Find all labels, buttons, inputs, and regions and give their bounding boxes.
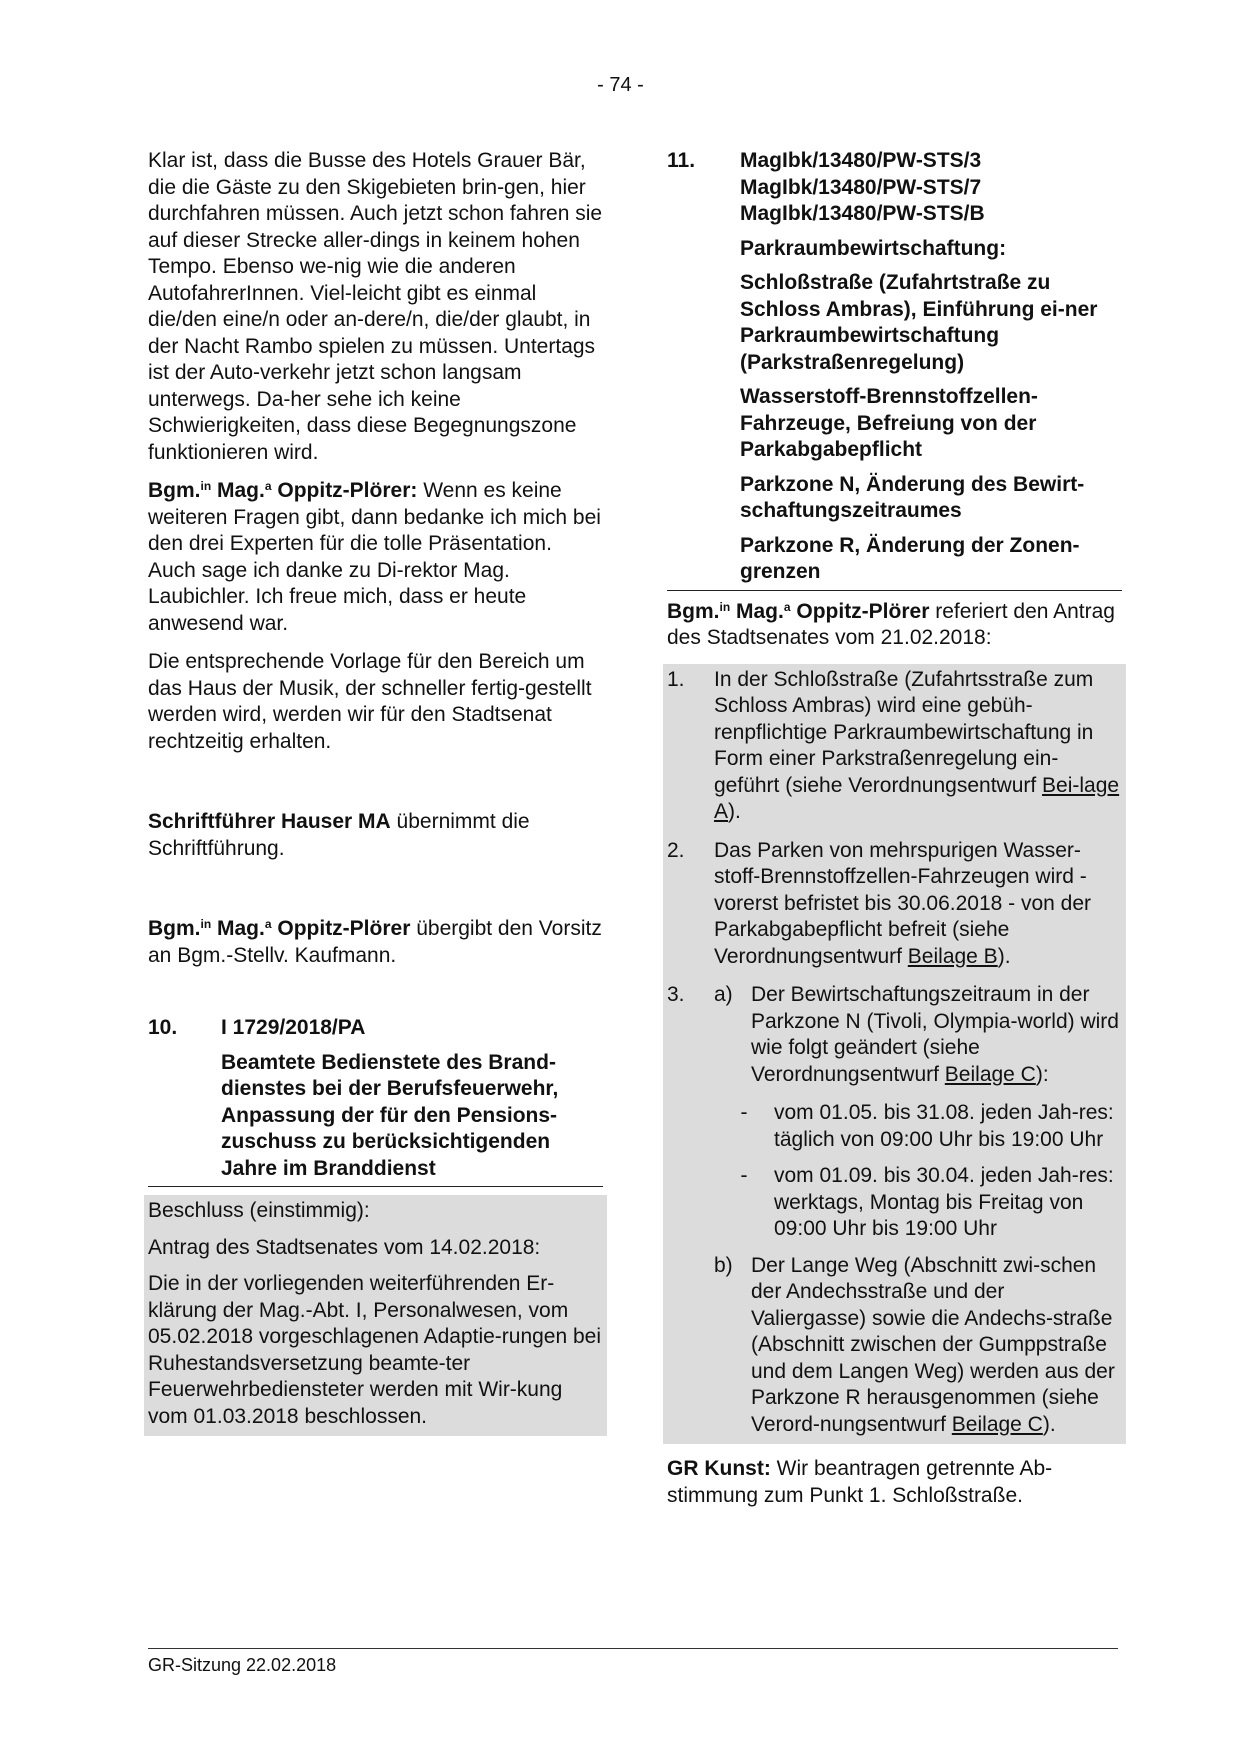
paragraph-referat: Bgm.$^{in}$ Mag.$^a$ Oppitz-Plörer referiert den Antrag des Stadtsenates vom 21.02.2018: [667, 599, 1115, 649]
agenda-subtitle: Parkzone N, Änderung des Bewirt-schaftungszeitraumes [740, 472, 1085, 522]
beilage-b-link: Beilage B [907, 944, 998, 968]
beilage-c-link: Beilage C [951, 1412, 1043, 1436]
agenda-subtitle: Schloßstraße (Zufahrtstraße zu Schloss Ambras), Einführung ei-ner Parkraumbewirtschaftung (Parkstraßenregelung) [740, 271, 1098, 374]
agenda-number: 11. [667, 149, 696, 172]
motion-date: Antrag des Stadtsenates vom 14.02.2018: [148, 1235, 541, 1259]
agenda-subtitle: Wasserstoff-Brennstoffzellen-Fahrzeuge, Befreiung von der Parkabgabepflicht [740, 385, 1038, 461]
dash-item: - vom 01.09. bis 30.04. jeden Jah-res: werktags, Montag bis Freitag von 09:00 Uhr bis 19:00 Uhr [740, 1164, 1114, 1240]
agenda-item-10 [148, 1015, 603, 1187]
sub-item-a: a) Der Bewirtschaftungszeitraum in der Parkzone N (Tivoli, Olympia-world) wird wie folgt geändert (siehe Verordnungsentwurf Beilage C): [714, 983, 1119, 1086]
list-item: 2. Das Parken von mehrspurigen Wasser-stoff-Brennstoffzellen-Fahrzeugen wird - vorerst befristet bis 30.06.2018 - von der Parkabgabepflicht befreit (siehe Verordnungsentwurf Beilage B). [667, 838, 1092, 968]
left-column [148, 148, 603, 1436]
agenda-number: 10. [148, 1016, 178, 1039]
right-column [667, 148, 1122, 1521]
paragraph-bus: Klar ist, dass die Busse des Hotels Grauer Bär, die die Gäste zu den Skigebieten brin-gen, hier durchfahren müssen. Auch jetzt schon fahren sie auf dieser Strecke aller-dings in keinem hohen Tempo. Ebenso we-nig wie die anderen AutofahrerInnen. Viel-leicht gibt es einmal die/den eine/n oder an-dere/n, die/der glaubt, in der Nacht Rambo spielen zu müssen. Untertags ist der Auto-verkehr jetzt schon langsam unterwegs. Da-her sehe ich keine Schwierigkeiten, dass diese Begegnungszone funktionieren wird. [148, 149, 603, 464]
decision-label: Beschluss (einstimmig): [148, 1199, 370, 1222]
page-number: - 74 - [597, 74, 644, 96]
footer-text: GR-Sitzung 22.02.2018 [148, 1655, 337, 1675]
agenda-code: MagIbk/13480/PW-STS/7 [740, 175, 982, 199]
paragraph-gr-kunst: GR Kunst: Wir beantragen getrennte Ab-stimmung zum Punkt 1. Schloßstraße. [667, 1457, 1053, 1507]
motion-box [663, 664, 1126, 1445]
agenda-item-11 [667, 148, 1122, 591]
decision-box [144, 1195, 607, 1436]
agenda-subtitle: Parkraumbewirtschaftung: [740, 236, 1007, 260]
agenda-code: MagIbk/13480/PW-STS/B [740, 202, 985, 225]
list-item: 3. a) Der Bewirtschaftungszeitraum in der Parkzone N (Tivoli, Olympia-world) wird wie folgt geändert (siehe Verordnungsentwurf Beilage C): - vom 01.05. bis 31.08. jeden Jah-res: täglich von 09:00 Uhr bis 19:00 Uhr - vom 01.09. bis 30.04. jeden Jah-res: werktags, Montag bis Freitag von 09:00 Uhr bis 19:00 Uhr b) Der Lange Weg (Abschnitt zwi-schen der Andechsstraße und der Valiergasse) sowie die Andechs-straße (Abschnitt zwischen der Gumppstraße und dem Langen Weg) werden aus der Parkzone R herausgenommen (siehe Verord-nungsentwurf Beilage C). [667, 982, 1122, 1438]
paragraph-haus-der-musik: Die entsprechende Vorlage für den Bereich um das Haus der Musik, der schneller fertig-gestellt werden wird, werden wir für den Stadtsenat rechtzeitig erhalten. [148, 650, 592, 753]
sub-item-b: b) Der Lange Weg (Abschnitt zwi-schen der Andechsstraße und der Valiergasse) sowie die Andechs-straße (Abschnitt zwischen der Gumppstraße und dem Langen Weg) werden aus der Parkzone R herausgenommen (siehe Verord-nungsentwurf Beilage C). [714, 1253, 1115, 1436]
paragraph-schriftfuehrer: Schriftführer Hauser MA übernimmt die Schriftführung. [148, 810, 530, 860]
dash-item: - vom 01.05. bis 31.08. jeden Jah-res: täglich von 09:00 Uhr bis 19:00 Uhr [740, 1101, 1114, 1151]
beilage-a-link: Bei-lage A [714, 773, 1120, 823]
footer-divider [148, 1648, 1118, 1649]
agenda-title: Beamtete Bedienstete des Brand-dienstes bei der Berufsfeuerwehr, Anpassung der für den Pensions-zuschuss zu berücksichtigenden Jahre im Branddienst [221, 1050, 559, 1180]
agenda-subtitle: Parkzone R, Änderung der Zonen-grenzen [740, 533, 1080, 583]
paragraph-vorsitz: Bgm.$^{in}$ Mag.$^a$ Oppitz-Plörer übergibt den Vorsitz an Bgm.-Stellv. Kaufmann. [148, 917, 602, 967]
paragraph-mayor-thanks: Bgm.$^{in}$ Mag.$^a$ Oppitz-Plörer: Wenn es keine weiteren Fragen gibt, dann bedanke ich mich bei den drei Experten für die tolle Präsentation. Auch sage ich danke zu Di-rektor Mag. Laubichler. Ich freue mich, dass er heute anwesend war. [148, 479, 601, 635]
list-item: 1. In der Schloßstraße (Zufahrtsstraße zum Schloss Ambras) wird eine gebüh-renpflichtige Parkraumbewirtschaftung in Form einer Parkstraßenregelung ein-geführt (siehe Verordnungsentwurf Bei-lage A). [667, 667, 1120, 823]
beilage-c-link: Beilage C [944, 1062, 1036, 1086]
agenda-code: MagIbk/13480/PW-STS/3 [740, 149, 982, 172]
agenda-code: I 1729/2018/PA [221, 1016, 366, 1039]
decision-text: Die in der vorliegenden weiterführenden Er-klärung der Mag.-Abt. I, Personalwesen, vom 05.02.2018 vorgeschlagenen Adaptie-rungen bei Ruhestandsversetzung beamte-ter Feuerwehrbediensteter werden mit Wir-kung vom 01.03.2018 beschlossen. [148, 1272, 602, 1428]
